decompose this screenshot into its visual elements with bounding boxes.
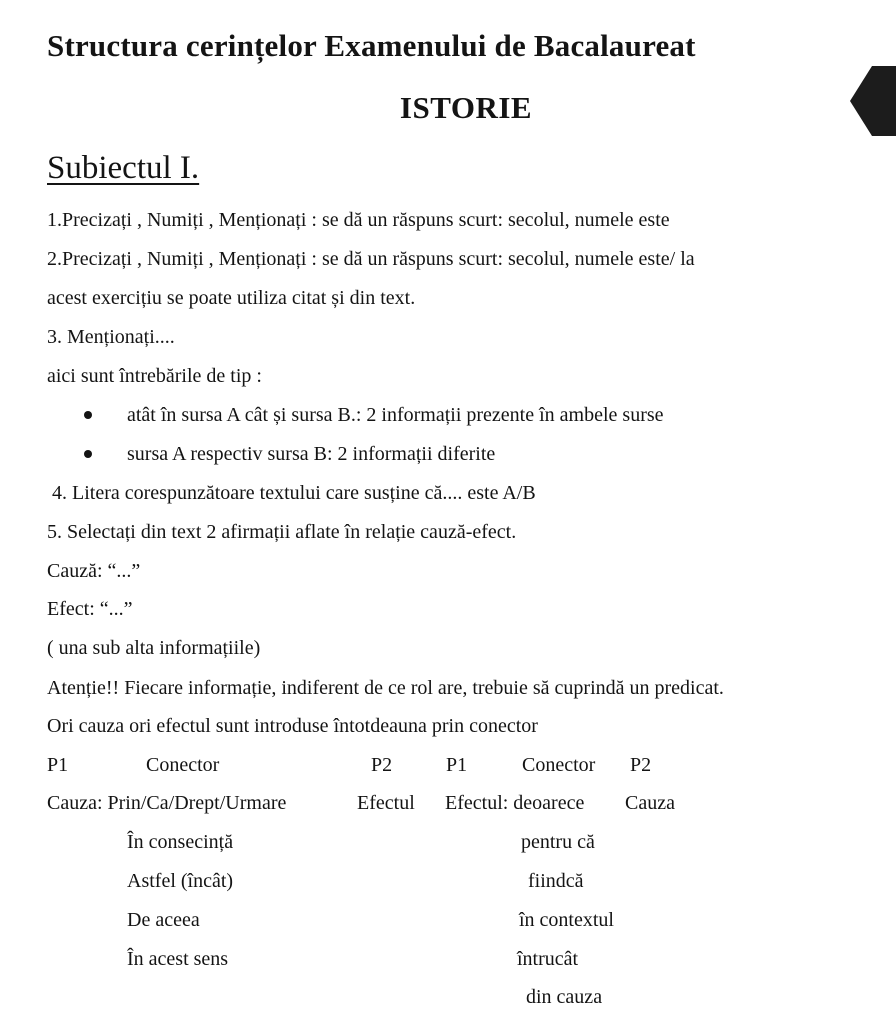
hexagon-tab-icon[interactable] (850, 66, 896, 136)
table-header-p1: P1 (47, 754, 69, 776)
table-header-connector: Conector (522, 754, 596, 776)
text-line: 1.Precizați , Numiți , Menționați : se dă un răspuns scurt: secolul, numele este (47, 209, 670, 231)
section-heading: Subiectul I. (47, 150, 200, 186)
text-line: Efect: “...” (47, 598, 133, 620)
connector-item: De aceea (127, 909, 200, 931)
text-line: ( una sub alta informațiile) (47, 637, 261, 659)
table-row-end: Cauza (625, 792, 675, 814)
table-row-label: Cauza: Prin/Ca/Drept/Urmare (47, 792, 287, 814)
connector-item: În acest sens (127, 948, 229, 970)
connector-item: din cauza (526, 986, 603, 1008)
table-header-p2: P2 (630, 754, 652, 776)
text-line: aici sunt întrebările de tip : (47, 365, 262, 387)
text-line: 4. Litera corespunzătoare textului care susține că.... este A/B (47, 482, 536, 504)
text-line: 3. Menționați.... (47, 326, 175, 348)
table-header-connector: Conector (146, 754, 220, 776)
text-line: Ori cauza ori efectul sunt introduse întotdeauna prin conector (47, 715, 538, 737)
table-row-label: Efectul: deoarece (445, 792, 585, 814)
connector-item: pentru că (521, 831, 595, 853)
document-title: Structura cerințelor Examenului de Bacalaureat (47, 28, 696, 63)
bullet-dot-icon (84, 411, 92, 419)
connector-item: fiindcă (528, 870, 584, 892)
text-line: Cauză: “...” (47, 560, 141, 582)
bullet-text: atât în sursa A cât și sursa B.: 2 informații prezente în ambele surse (127, 404, 664, 426)
connector-item: În consecință (127, 831, 234, 853)
connector-item: întrucât (517, 948, 579, 970)
text-line: Atenție!! Fiecare informație, indiferent de ce rol are, trebuie să cuprindă un predicat. (47, 677, 724, 699)
text-line: acest exercițiu se poate utiliza citat și din text. (47, 287, 416, 309)
connector-item: Astfel (încât) (127, 870, 234, 892)
subject-title: ISTORIE (399, 90, 533, 125)
connector-item: în contextul (519, 909, 614, 931)
bullet-text: sursa A respectiv sursa B: 2 informații diferite (127, 443, 496, 465)
table-header-p1: P1 (446, 754, 468, 776)
text-line: 5. Selectați din text 2 afirmații aflate în relație cauză-efect. (47, 521, 517, 543)
bullet-dot-icon (84, 450, 92, 458)
table-row-end: Efectul (357, 792, 415, 814)
table-header-p2: P2 (371, 754, 393, 776)
text-line: 2.Precizați , Numiți , Menționați : se dă un răspuns scurt: secolul, numele este/ la (47, 248, 695, 270)
